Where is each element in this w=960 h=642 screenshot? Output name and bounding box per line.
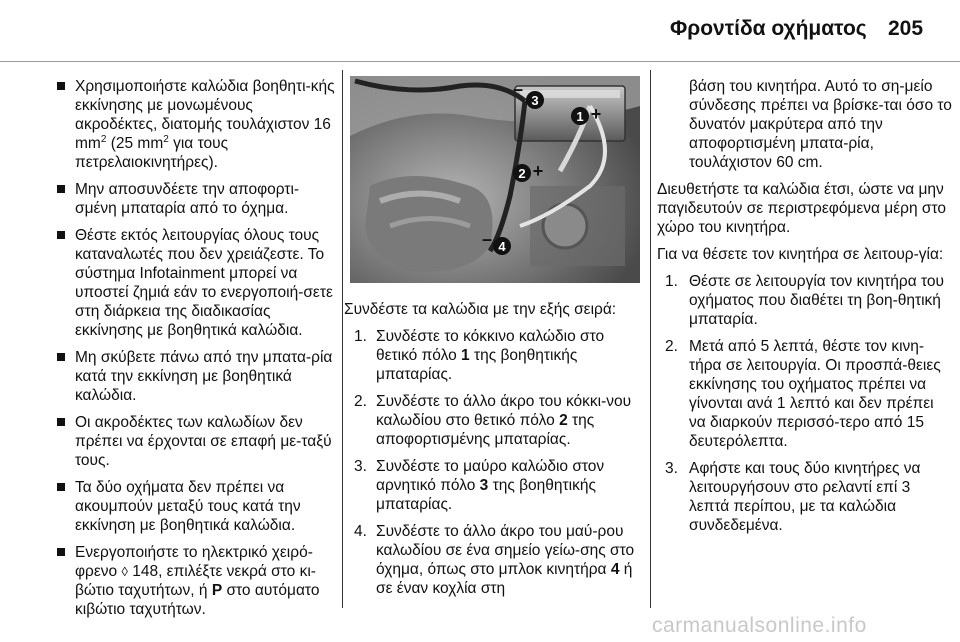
paragraph: Διευθετήστε τα καλώδια έτσι, ώστε να μην παγιδευτούν σε περιστρεφόμενα μέρη στο χώρο του κινητήρα. [657,181,946,236]
step-text: Συνδέστε το κόκκινο καλώδιο στο θετικό πόλο [376,328,605,364]
list-item [657,272,953,329]
list-item [53,77,336,172]
plus-sign: + [590,104,602,124]
minus-sign: – [481,229,493,249]
page-reference[interactable]: 148, επιλέξτε νεκρά στο κι-βώτιο ταχυτήτων, ή [75,563,316,599]
jump-start-figure [350,76,640,283]
step-text: Συνδέστε το άλλο άκρο του μαύ-ρου καλωδίου σε ένα σημείο γείω-σης στο όχημα, όπως στο μπλοκ κινητήρα [376,523,635,578]
precautions-list [53,77,336,619]
superscript: 2 [163,133,169,145]
step-text: βάση του κινητήρα. Αυτό το ση-μείο σύνδεσης πρέπει να βρίσκε-ται όσο το δυνατόν μακρύτερα από την αποφορτισμένη μπατα-ρία, τουλάχιστον 60 cm. [689,78,952,171]
marker-1: 1 [576,109,584,124]
list-item [344,457,644,514]
list-item [657,77,953,172]
bullet-text: Ενεργοποιήστε το ηλεκτρικό χειρό-φρενο [75,544,313,580]
step-text: Θέστε σε λειτουργία τον κινητήρα του οχήματος που διαθέτει τη βοη-θητική μπαταρία. [689,273,945,328]
list-item [53,226,336,340]
step-number: 1. [354,328,367,345]
column-divider-1 [342,70,343,608]
step-text: Συνδέστε το μαύρο καλώδιο στον αρνητικό πόλο [376,458,605,494]
step-number: 2. [354,393,367,410]
bullet-text: στο αυτόματο κιβώτιο ταχυτήτων. [75,582,320,618]
step-text: της βοηθητικής μπαταρίας. [376,477,596,513]
list-item [344,327,644,384]
list-item [53,478,336,535]
list-item [53,180,336,218]
start-steps [657,272,953,535]
bullet-text: Μην αποσυνδέετε την αποφορτι-σμένη μπαταρία από το όχημα. [75,181,300,217]
bullet-text: Οι ακροδέκτες των καλωδίων δεν πρέπει να έρχονται σε επαφή με-ταξύ τους. [75,414,332,469]
step-text: της αποφορτισμένης μπαταρίας. [376,412,595,448]
bullet-text: Θέστε εκτός λειτουργίας όλους τους καταναλωτές που δεν χρειάζεστε. Το σύστημα Infotainment μπορεί να υποστεί ζημιά εάν το ενεργοποιή-σετε στη διάρκεια της διαδικασίας εκκίνησης με βοηθητικά καλώδια. [75,227,333,339]
engine-block [365,176,493,272]
step-number: 4. [354,523,367,540]
list-item [657,459,953,535]
bullet-text: Τα δύο οχήματα δεν πρέπει να ακουμπούν μεταξύ τους κατά την εκκίνηση με βοηθητικά καλώδια. [75,479,301,534]
bold-label: 4 [610,561,620,578]
superscript: 2 [100,133,107,145]
marker-2: 2 [518,166,526,181]
list-item [53,413,336,470]
marker-3: 3 [531,93,539,108]
page-header [0,0,960,60]
column-left [53,77,336,627]
column-divider-2 [650,70,651,608]
bold-label: 2 [559,412,568,429]
step-number: 3. [665,460,678,477]
engine-bay-illustration [350,76,640,283]
page-number: 205 [888,17,924,40]
continued-step [657,77,953,172]
step-text: της βοηθητικής μπαταρίας. [376,347,578,383]
bold-label: 1 [461,347,470,364]
page-ref-arrow-icon: ◊ [121,564,128,579]
column-right [657,77,953,543]
section-title: Φροντίδα οχήματος [670,17,867,40]
list-item [53,348,336,405]
step-text: ή σε έναν κοχλία στη [376,561,633,597]
step-number: 3. [354,458,367,475]
bullet-text: Χρησιμοποιήστε καλώδια βοηθητι-κής εκκίνησης με μονωμένους ακροδέκτες, διατομής τουλάχιστον 16 mm [75,78,335,152]
bold-label: P [211,582,223,599]
watermark: carmanualsonline.info [652,614,867,637]
list-item [344,392,644,449]
plus-sign: + [532,161,544,181]
connection-steps [344,327,644,598]
header-divider [0,61,960,62]
paragraph: Για να θέσετε τον κινητήρα σε λειτουρ-γία: [657,246,944,263]
list-item [53,543,336,619]
step-number: 2. [665,338,678,355]
column-middle [344,300,644,606]
bullet-text: (25 mm [106,135,164,152]
step-number: 1. [665,273,678,290]
bold-label: 3 [479,477,489,494]
list-item [657,337,953,451]
list-item [344,522,644,598]
step-text: Συνδέστε το άλλο άκρο του κόκκι-νου καλωδίου στο θετικό πόλο [376,393,632,429]
marker-4: 4 [498,239,506,254]
step-text: Μετά από 5 λεπτά, θέστε τον κινη-τήρα σε λειτουργία. Οι προσπά-θειες εκκίνησης του οχήματος πρέπει να γίνονται ανά 1 λεπτό και δεν πρέπει να διαρκούν περισσό-τερο από 15 δευτερόλεπτα. [689,338,941,450]
bullet-text: Μη σκύβετε πάνω από την μπατα-ρία κατά την εκκίνηση με βοηθητικά καλώδια. [75,349,333,404]
bullet-text: για τους πετρελαιοκινητήρες). [75,135,229,171]
steps-intro: Συνδέστε τα καλώδια με την εξής σειρά: [344,301,617,318]
step-text: Αφήστε και τους δύο κινητήρες να λειτουργήσουν στο ρελαντί επί 3 λεπτά περίπου, με τα καλώδια συνδεδεμένα. [689,460,921,534]
minus-sign: – [512,79,524,99]
